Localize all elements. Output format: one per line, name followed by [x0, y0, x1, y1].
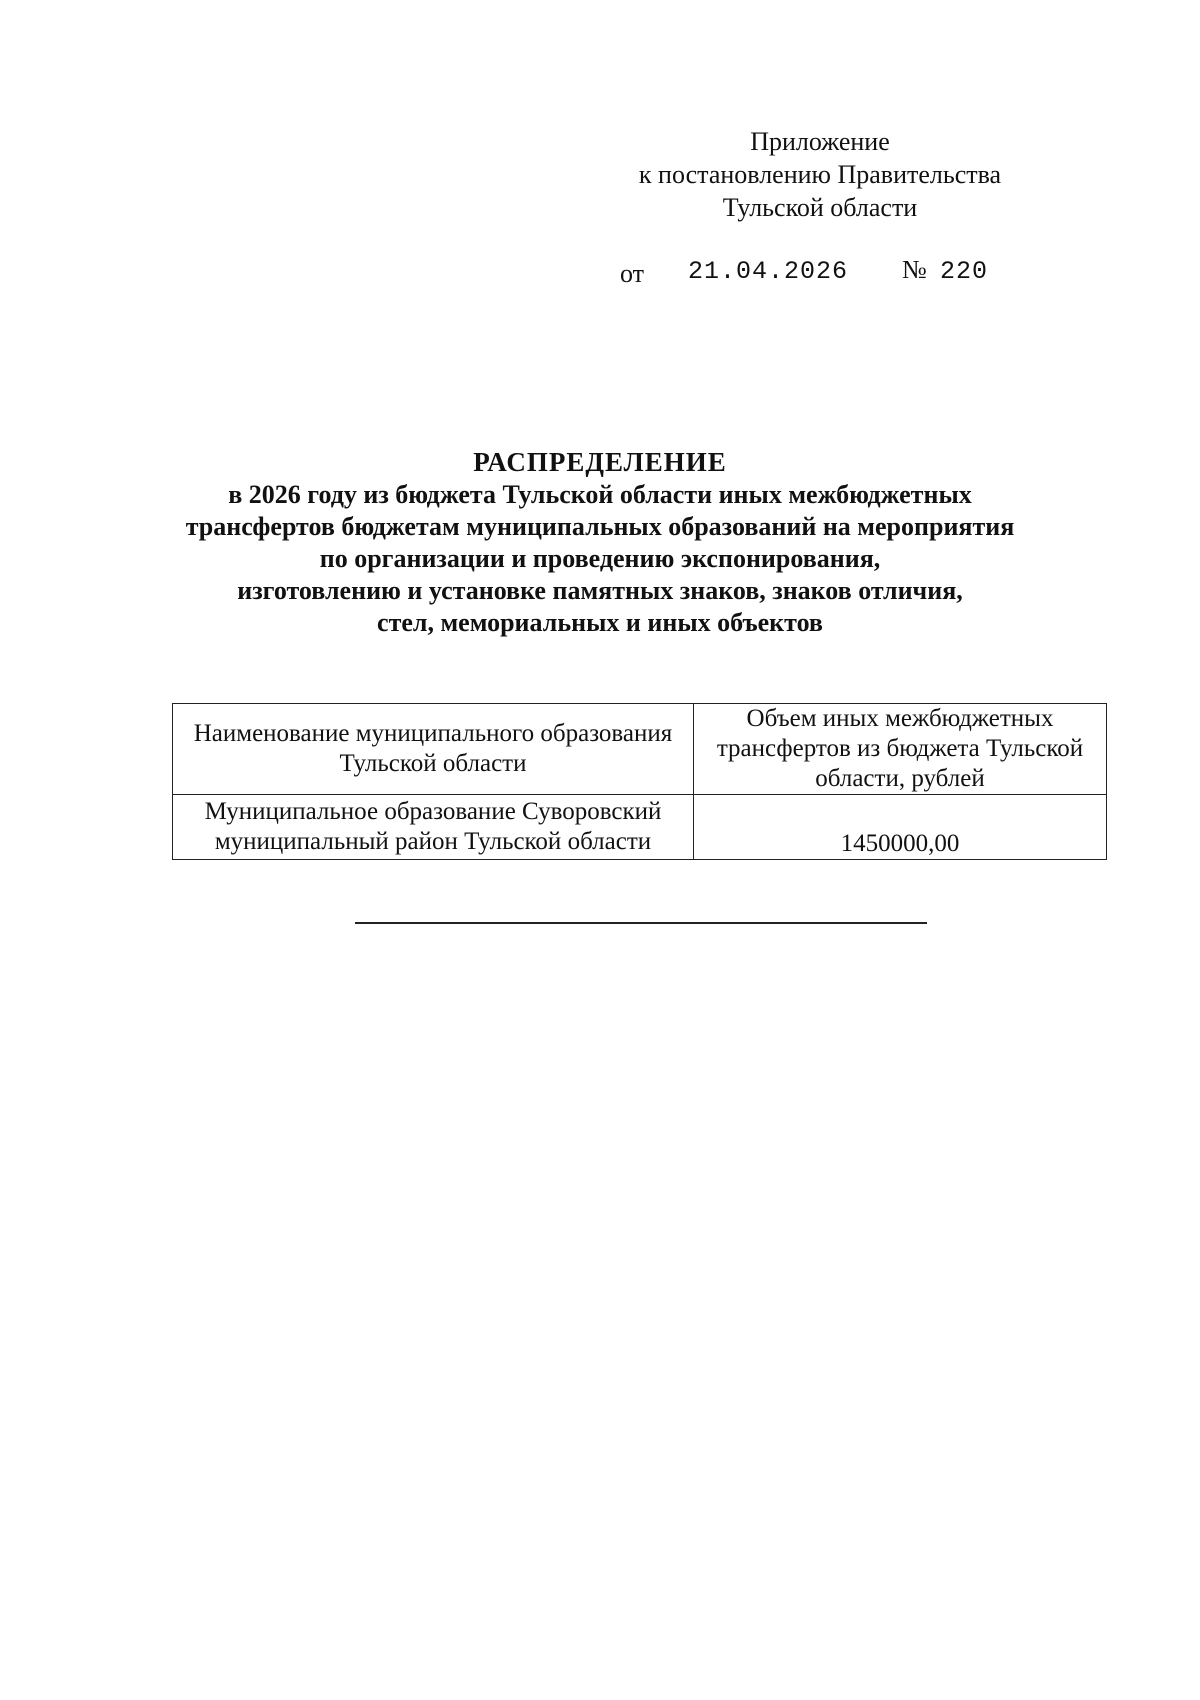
resolution-number: 220: [940, 257, 989, 286]
resolution-date: 21.04.2026: [688, 257, 849, 286]
title-line-1: в 2026 году из бюджета Тульской области иных межбюджетных: [228, 480, 972, 509]
document-title: [150, 445, 1050, 639]
appendix-resolution-ref: к постановлению Правительства: [638, 160, 1002, 189]
number-sign: №: [902, 255, 927, 284]
distribution-table-container: [172, 703, 1107, 860]
header-municipality: Наименование муниципального образования Тульской области: [173, 704, 694, 795]
title-line-4: изготовлению и установке памятных знаков, знаков отличия,: [237, 576, 963, 605]
closing-line: [355, 922, 927, 924]
appendix-region: Тульской области: [722, 193, 918, 222]
title-main: РАСПРЕДЕЛЕНИЕ: [473, 447, 727, 477]
table-header-row: [173, 704, 1107, 795]
appendix-label: Приложение: [750, 127, 890, 156]
appendix-header: [600, 125, 1040, 224]
title-line-3: по организации и проведению экспонирования,: [319, 544, 881, 573]
header-volume: Объем иных межбюджетных трансфертов из бюджета Тульской области, рублей: [694, 704, 1107, 795]
cell-volume: 1450000,00: [694, 795, 1107, 860]
table-row: [173, 795, 1107, 860]
distribution-table: [172, 703, 1107, 860]
date-prefix: от: [620, 259, 645, 288]
cell-municipality-name: Муниципальное образование Суворовский муниципальный район Тульской области: [173, 795, 694, 860]
title-line-2: трансфертов бюджетам муниципальных образований на мероприятия: [185, 512, 1015, 541]
title-line-5: стел, мемориальных и иных объектов: [377, 608, 823, 637]
